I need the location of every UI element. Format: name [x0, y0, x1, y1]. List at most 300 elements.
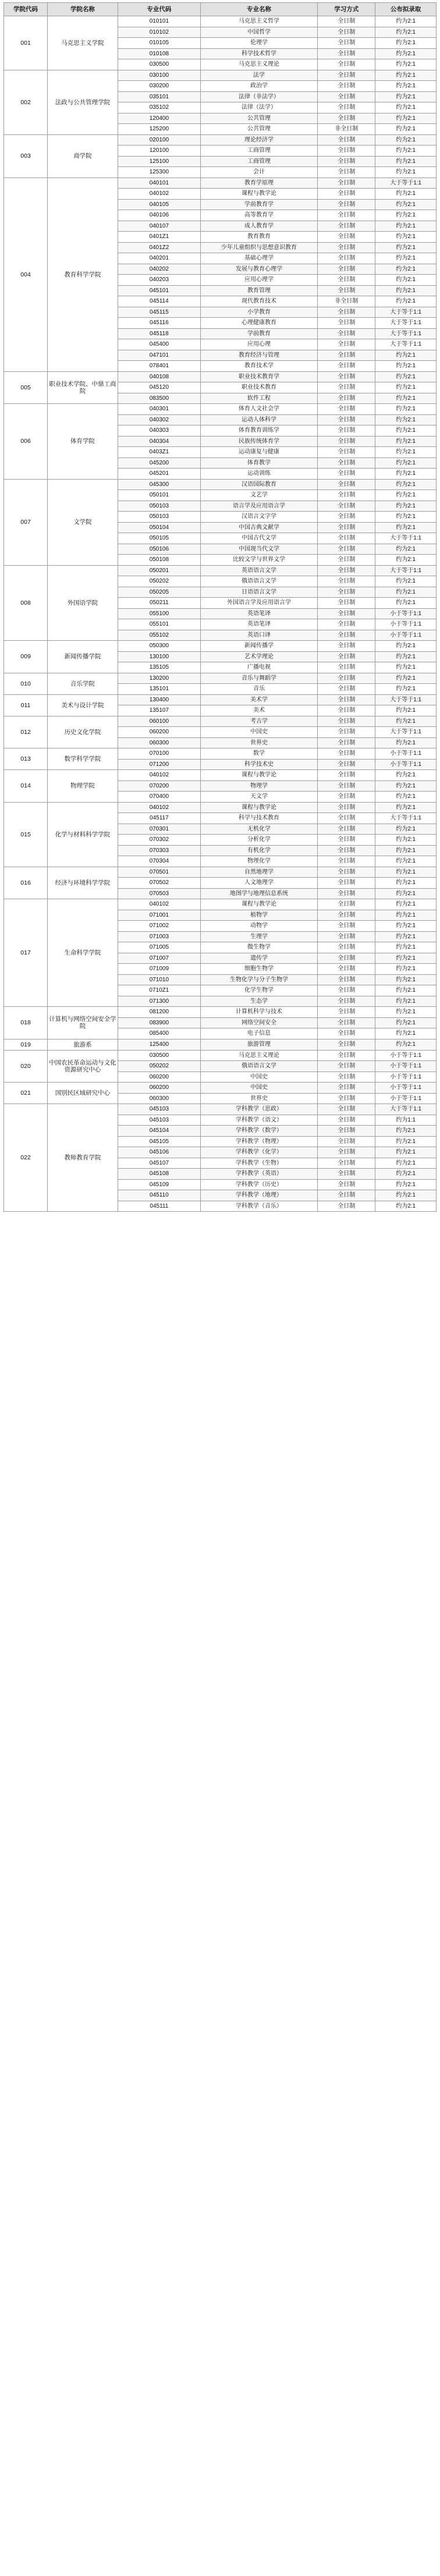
admission-ratio-cell: 大于等于1:1	[375, 307, 437, 318]
college-name-cell: 职业技术学院、中鼎工商院	[48, 371, 118, 404]
major-code-cell: 045114	[118, 296, 200, 307]
major-code-cell: 045103	[118, 1104, 200, 1115]
admission-ratio-cell: 小于等于1:1	[375, 1083, 437, 1094]
study-mode-cell: 全日制	[318, 512, 375, 523]
major-code-cell: 045110	[118, 1190, 200, 1201]
admission-ratio-cell: 约为2:1	[375, 942, 437, 953]
college-code-cell: 013	[4, 748, 48, 770]
admission-ratio-cell: 约为2:1	[375, 296, 437, 307]
major-name-cell: 体育教育训练学	[200, 425, 317, 437]
major-code-cell: 045111	[118, 1201, 200, 1212]
admission-ratio-cell: 约为2:1	[375, 16, 437, 27]
major-code-cell: 071007	[118, 953, 200, 964]
major-name-cell: 学科教学（化学）	[200, 1147, 317, 1158]
study-mode-cell: 全日制	[318, 307, 375, 318]
admission-ratio-cell: 小于等于1:1	[375, 1061, 437, 1072]
major-name-cell: 现代教育技术	[200, 296, 317, 307]
major-code-cell: 060200	[118, 1083, 200, 1094]
major-code-cell: 040303	[118, 425, 200, 437]
major-name-cell: 科学技术哲学	[200, 48, 317, 59]
college-code-cell: 006	[4, 404, 48, 480]
college-code-cell: 018	[4, 1007, 48, 1039]
major-code-cell: 045109	[118, 1179, 200, 1190]
study-mode-cell: 全日制	[318, 113, 375, 124]
major-code-cell: 045108	[118, 1169, 200, 1180]
admission-ratio-cell: 约为2:1	[375, 824, 437, 835]
study-mode-cell: 全日制	[318, 242, 375, 253]
admission-ratio-cell: 约为2:1	[375, 124, 437, 135]
admission-ratio-cell: 约为2:1	[375, 91, 437, 102]
college-code-cell: 003	[4, 134, 48, 178]
study-mode-cell: 全日制	[318, 1179, 375, 1190]
admission-ratio-cell: 约为2:1	[375, 1039, 437, 1050]
major-code-cell: 040202	[118, 264, 200, 275]
major-code-cell: 0403Z1	[118, 447, 200, 458]
table-row	[4, 479, 437, 490]
admission-ratio-cell: 约为2:1	[375, 1126, 437, 1137]
major-code-cell: 070303	[118, 845, 200, 856]
college-name-cell: 教师教育学院	[48, 1104, 118, 1212]
college-name-cell: 数学科学学院	[48, 748, 118, 770]
admission-ratio-cell: 约为2:1	[375, 845, 437, 856]
major-name-cell: 体育教学	[200, 457, 317, 469]
study-mode-cell: 全日制	[318, 996, 375, 1007]
admission-ratio-cell: 约为2:1	[375, 684, 437, 695]
major-code-cell: 040101	[118, 178, 200, 189]
major-name-cell: 软件工程	[200, 393, 317, 404]
major-name-cell: 无机化学	[200, 824, 317, 835]
admission-ratio-cell: 约为2:1	[375, 393, 437, 404]
study-mode-cell: 全日制	[318, 651, 375, 662]
major-name-cell: 广播电视	[200, 662, 317, 673]
study-mode-cell: 全日制	[318, 953, 375, 964]
study-mode-cell: 全日制	[318, 608, 375, 619]
study-mode-cell: 全日制	[318, 59, 375, 70]
major-code-cell: 125300	[118, 167, 200, 178]
major-code-cell: 071200	[118, 759, 200, 770]
study-mode-cell: 全日制	[318, 1126, 375, 1137]
admission-ratio-cell: 大于等于1:1	[375, 1104, 437, 1115]
major-name-cell: 天文学	[200, 792, 317, 803]
study-mode-cell: 全日制	[318, 867, 375, 878]
major-name-cell: 会计	[200, 167, 317, 178]
admission-ratio-cell: 约为2:1	[375, 232, 437, 243]
major-name-cell: 中国古典文献学	[200, 522, 317, 533]
major-name-cell: 文艺学	[200, 490, 317, 501]
major-code-cell: 071003	[118, 931, 200, 942]
admission-ratio-cell: 约为2:1	[375, 447, 437, 458]
admission-ratio-cell: 大于等于1:1	[375, 533, 437, 544]
admission-ratio-cell: 小于等于1:1	[375, 759, 437, 770]
major-code-cell: 040301	[118, 404, 200, 415]
admission-ratio-cell: 约为2:1	[375, 436, 437, 447]
admission-ratio-cell: 大于等于1:1	[375, 813, 437, 824]
admission-ratio-cell: 约为2:1	[375, 856, 437, 867]
major-code-cell: 070503	[118, 888, 200, 899]
college-name-cell: 文学院	[48, 479, 118, 565]
college-code-cell: 011	[4, 694, 48, 716]
major-code-cell: 085400	[118, 1028, 200, 1039]
admission-ratio-cell: 小于等于1:1	[375, 748, 437, 760]
major-code-cell: 045104	[118, 1126, 200, 1137]
major-code-cell: 045116	[118, 318, 200, 329]
study-mode-cell: 全日制	[318, 1201, 375, 1212]
major-code-cell: 070301	[118, 824, 200, 835]
study-mode-cell: 全日制	[318, 479, 375, 490]
admission-ratio-cell: 约为2:1	[375, 867, 437, 878]
major-name-cell: 中国古代文学	[200, 533, 317, 544]
major-code-cell: 081200	[118, 1007, 200, 1018]
major-code-cell: 125100	[118, 156, 200, 167]
major-name-cell: 教育教育	[200, 232, 317, 243]
table-row	[4, 565, 437, 576]
admission-ratio-cell: 约为2:1	[375, 414, 437, 425]
major-name-cell: 艺术学理论	[200, 651, 317, 662]
study-mode-cell: 全日制	[318, 414, 375, 425]
table-row	[4, 1050, 437, 1061]
major-code-cell: 125400	[118, 1039, 200, 1050]
major-code-cell: 135107	[118, 705, 200, 716]
study-mode-cell: 全日制	[318, 102, 375, 113]
admission-ratio-cell: 约为2:1	[375, 501, 437, 512]
column-header-admission-ratio: 公布拟录取	[375, 3, 437, 16]
study-mode-cell: 全日制	[318, 81, 375, 92]
study-mode-cell: 全日制	[318, 91, 375, 102]
table-row	[4, 70, 437, 81]
admission-ratio-cell: 约为2:1	[375, 931, 437, 942]
admission-ratio-cell: 约为2:1	[375, 576, 437, 587]
table-row	[4, 802, 437, 813]
admission-ratio-cell: 小于等于1:1	[375, 1093, 437, 1104]
study-mode-cell: 全日制	[318, 490, 375, 501]
study-mode-cell: 非全日制	[318, 124, 375, 135]
study-mode-cell: 全日制	[318, 921, 375, 932]
table-row	[4, 716, 437, 727]
major-code-cell: 055101	[118, 619, 200, 630]
major-code-cell: 060200	[118, 727, 200, 738]
study-mode-cell: 全日制	[318, 38, 375, 49]
study-mode-cell: 全日制	[318, 275, 375, 286]
admission-ratio-cell: 约为2:1	[375, 910, 437, 921]
admission-ratio-cell: 约为2:1	[375, 598, 437, 609]
major-name-cell: 中国史	[200, 1071, 317, 1083]
major-name-cell: 运动训练	[200, 469, 317, 480]
college-code-cell: 004	[4, 178, 48, 371]
major-code-cell: 045118	[118, 328, 200, 339]
study-mode-cell: 全日制	[318, 662, 375, 673]
major-name-cell: 分析化学	[200, 835, 317, 846]
major-name-cell: 少年儿童组织与思想意识教育	[200, 242, 317, 253]
admission-ratio-cell: 大于等于1:1	[375, 727, 437, 738]
admission-ratio-cell: 约为2:1	[375, 156, 437, 167]
major-name-cell: 发展与教育心理学	[200, 264, 317, 275]
study-mode-cell: 全日制	[318, 350, 375, 361]
study-mode-cell: 全日制	[318, 371, 375, 382]
major-code-cell: 045105	[118, 1136, 200, 1147]
admission-ratio-cell: 约为2:1	[375, 673, 437, 684]
study-mode-cell: 全日制	[318, 48, 375, 59]
major-code-cell: 0401Z2	[118, 242, 200, 253]
admission-ratio-cell: 大于等于1:1	[375, 565, 437, 576]
table-header	[4, 3, 437, 16]
major-code-cell: 045107	[118, 1158, 200, 1169]
college-name-cell: 中国农民革命运动与文化资源研究中心	[48, 1050, 118, 1083]
column-header-study-mode: 学习方式	[318, 3, 375, 16]
admission-ratio-cell: 约为2:1	[375, 490, 437, 501]
study-mode-cell: 全日制	[318, 792, 375, 803]
admission-ratio-cell: 大于等于1:1	[375, 328, 437, 339]
study-mode-cell: 全日制	[318, 436, 375, 447]
major-code-cell: 120100	[118, 146, 200, 157]
major-name-cell: 理论经济学	[200, 134, 317, 146]
major-name-cell: 英语笔译	[200, 608, 317, 619]
admission-ratio-cell: 小于等于1:1	[375, 1050, 437, 1061]
study-mode-cell: 全日制	[318, 748, 375, 760]
major-name-cell: 运动人体科学	[200, 414, 317, 425]
table-row	[4, 694, 437, 705]
major-code-cell: 040102	[118, 899, 200, 910]
admission-ratio-cell: 约为2:1	[375, 27, 437, 38]
admission-ratio-cell: 小于等于1:1	[375, 608, 437, 619]
study-mode-cell: 全日制	[318, 1061, 375, 1072]
major-name-cell: 中国现当代文学	[200, 544, 317, 555]
major-name-cell: 俄语语言文学	[200, 576, 317, 587]
major-name-cell: 新闻传播学	[200, 641, 317, 652]
admission-ratio-cell: 约为2:1	[375, 921, 437, 932]
table-row	[4, 134, 437, 146]
admission-ratio-cell: 约为2:1	[375, 264, 437, 275]
major-name-cell: 生物化学与分子生物学	[200, 974, 317, 985]
major-code-cell: 040302	[118, 414, 200, 425]
college-code-cell: 020	[4, 1050, 48, 1083]
study-mode-cell: 全日制	[318, 382, 375, 393]
table-row	[4, 404, 437, 415]
college-code-cell: 014	[4, 770, 48, 803]
major-name-cell: 语言学及应用语言学	[200, 501, 317, 512]
major-code-cell: 060300	[118, 1093, 200, 1104]
major-code-cell: 135101	[118, 684, 200, 695]
study-mode-cell: 全日制	[318, 134, 375, 146]
college-code-cell: 016	[4, 867, 48, 899]
study-mode-cell: 全日制	[318, 1136, 375, 1147]
college-code-cell: 017	[4, 899, 48, 1007]
study-mode-cell: 全日制	[318, 737, 375, 748]
major-name-cell: 学科教学（历史）	[200, 1179, 317, 1190]
major-code-cell: 125200	[118, 124, 200, 135]
major-name-cell: 马克思主义哲学	[200, 16, 317, 27]
admission-ratio-cell: 约为2:1	[375, 1017, 437, 1028]
major-code-cell: 045201	[118, 469, 200, 480]
major-name-cell: 考古学	[200, 716, 317, 727]
study-mode-cell: 全日制	[318, 393, 375, 404]
study-mode-cell: 全日制	[318, 1028, 375, 1039]
major-code-cell: 070302	[118, 835, 200, 846]
admission-ratio-cell: 约为2:1	[375, 285, 437, 296]
major-name-cell: 微生物学	[200, 942, 317, 953]
major-code-cell: 070304	[118, 856, 200, 867]
major-code-cell: 050202	[118, 576, 200, 587]
major-code-cell: 045200	[118, 457, 200, 469]
major-name-cell: 旅游管理	[200, 1039, 317, 1050]
major-name-cell: 物理学	[200, 780, 317, 792]
column-header-college-name: 学院名称	[48, 3, 118, 16]
study-mode-cell: 全日制	[318, 1104, 375, 1115]
table-row	[4, 770, 437, 781]
major-code-cell: 071300	[118, 996, 200, 1007]
college-name-cell: 国别民区域研究中心	[48, 1083, 118, 1104]
enrollment-table	[3, 2, 437, 1212]
major-name-cell: 美术学	[200, 694, 317, 705]
admission-ratio-cell: 大于等于1:1	[375, 318, 437, 329]
major-code-cell: 045101	[118, 285, 200, 296]
college-code-cell: 019	[4, 1039, 48, 1050]
study-mode-cell: 全日制	[318, 522, 375, 533]
admission-ratio-cell: 约为1:1	[375, 1115, 437, 1126]
admission-ratio-cell: 约为2:1	[375, 81, 437, 92]
major-code-cell: 030100	[118, 70, 200, 81]
admission-ratio-cell: 约为2:1	[375, 587, 437, 598]
admission-ratio-cell: 约为2:1	[375, 996, 437, 1007]
table-row	[4, 1104, 437, 1115]
study-mode-cell: 全日制	[318, 780, 375, 792]
study-mode-cell: 全日制	[318, 425, 375, 437]
major-code-cell: 050101	[118, 490, 200, 501]
admission-ratio-cell: 约为2:1	[375, 716, 437, 727]
study-mode-cell: 全日制	[318, 501, 375, 512]
college-code-cell: 021	[4, 1083, 48, 1104]
major-code-cell: 071009	[118, 964, 200, 975]
admission-ratio-cell: 约为2:1	[375, 780, 437, 792]
major-name-cell: 中国史	[200, 727, 317, 738]
major-code-cell: 050300	[118, 641, 200, 652]
college-code-cell: 005	[4, 371, 48, 404]
major-name-cell: 学科教学（物理）	[200, 1136, 317, 1147]
major-code-cell: 045400	[118, 339, 200, 350]
major-name-cell: 外国语言学及应用语言学	[200, 598, 317, 609]
college-name-cell: 生命科学学院	[48, 899, 118, 1007]
study-mode-cell: 全日制	[318, 856, 375, 867]
admission-ratio-cell: 约为2:1	[375, 641, 437, 652]
admission-ratio-cell: 约为2:1	[375, 479, 437, 490]
study-mode-cell: 全日制	[318, 189, 375, 200]
major-name-cell: 音乐与舞蹈学	[200, 673, 317, 684]
admission-ratio-cell: 大于等于1:1	[375, 339, 437, 350]
study-mode-cell: 全日制	[318, 1083, 375, 1094]
study-mode-cell: 全日制	[318, 716, 375, 727]
major-code-cell: 083900	[118, 1017, 200, 1028]
major-code-cell: 130400	[118, 694, 200, 705]
major-code-cell: 0401Z1	[118, 232, 200, 243]
major-code-cell: 055100	[118, 608, 200, 619]
major-code-cell: 135105	[118, 662, 200, 673]
admission-ratio-cell: 约为2:1	[375, 457, 437, 469]
study-mode-cell: 全日制	[318, 802, 375, 813]
study-mode-cell: 全日制	[318, 1093, 375, 1104]
admission-ratio-cell: 约为2:1	[375, 888, 437, 899]
major-name-cell: 比较文学与世界文学	[200, 555, 317, 566]
admission-ratio-cell: 约为2:1	[375, 275, 437, 286]
major-name-cell: 心理健康教育	[200, 318, 317, 329]
college-name-cell: 旅游系	[48, 1039, 118, 1050]
table-row	[4, 16, 437, 27]
admission-ratio-cell: 约为2:1	[375, 802, 437, 813]
study-mode-cell: 全日制	[318, 533, 375, 544]
study-mode-cell: 全日制	[318, 70, 375, 81]
study-mode-cell: 全日制	[318, 1147, 375, 1158]
table-row	[4, 867, 437, 878]
admission-ratio-cell: 约为2:1	[375, 1028, 437, 1039]
admission-ratio-cell: 约为2:1	[375, 974, 437, 985]
study-mode-cell: 全日制	[318, 1169, 375, 1180]
admission-ratio-cell: 约为2:1	[375, 1147, 437, 1158]
major-code-cell: 070200	[118, 780, 200, 792]
admission-ratio-cell: 约为2:1	[375, 361, 437, 372]
major-name-cell: 学科教学（生物）	[200, 1158, 317, 1169]
admission-ratio-cell: 约为2:1	[375, 835, 437, 846]
study-mode-cell: 全日制	[318, 146, 375, 157]
study-mode-cell: 全日制	[318, 328, 375, 339]
major-name-cell: 民族传统体育学	[200, 436, 317, 447]
major-name-cell: 教育经济与管理	[200, 350, 317, 361]
major-code-cell: 130100	[118, 651, 200, 662]
admission-ratio-cell: 约为2:1	[375, 48, 437, 59]
major-name-cell: 马克思主义理论	[200, 1050, 317, 1061]
major-name-cell: 法学	[200, 70, 317, 81]
study-mode-cell: 全日制	[318, 447, 375, 458]
study-mode-cell: 全日制	[318, 619, 375, 630]
major-code-cell: 060100	[118, 716, 200, 727]
study-mode-cell: 全日制	[318, 824, 375, 835]
major-name-cell: 公共管理	[200, 113, 317, 124]
major-name-cell: 学科教学（英语）	[200, 1169, 317, 1180]
major-code-cell: 050106	[118, 544, 200, 555]
major-name-cell: 汉语言文字学	[200, 512, 317, 523]
major-name-cell: 职业技术教育	[200, 382, 317, 393]
study-mode-cell: 全日制	[318, 630, 375, 641]
study-mode-cell: 全日制	[318, 598, 375, 609]
admission-ratio-cell: 约为2:1	[375, 512, 437, 523]
college-name-cell: 新闻传播学院	[48, 641, 118, 673]
study-mode-cell: 全日制	[318, 705, 375, 716]
major-code-cell: 071001	[118, 910, 200, 921]
major-code-cell: 047101	[118, 350, 200, 361]
major-name-cell: 公共管理	[200, 124, 317, 135]
major-name-cell: 人文地理学	[200, 878, 317, 889]
admission-ratio-cell: 约为2:1	[375, 544, 437, 555]
major-name-cell: 成人教育学	[200, 221, 317, 232]
major-name-cell: 课程与教学论	[200, 802, 317, 813]
major-name-cell: 教育技术学	[200, 361, 317, 372]
table-row	[4, 1083, 437, 1094]
major-code-cell: 050201	[118, 565, 200, 576]
table-row	[4, 178, 437, 189]
major-code-cell: 070502	[118, 878, 200, 889]
study-mode-cell: 全日制	[318, 339, 375, 350]
admission-ratio-cell: 小于等于1:1	[375, 630, 437, 641]
major-code-cell: 045106	[118, 1147, 200, 1158]
admission-ratio-cell: 约为2:1	[375, 878, 437, 889]
table-row	[4, 371, 437, 382]
admission-ratio-cell: 约为2:1	[375, 371, 437, 382]
admission-ratio-cell: 约为2:1	[375, 899, 437, 910]
college-name-cell: 教育科学学院	[48, 178, 118, 371]
major-name-cell: 电子信息	[200, 1028, 317, 1039]
admission-ratio-cell: 约为2:1	[375, 555, 437, 566]
major-code-cell: 030500	[118, 59, 200, 70]
admission-ratio-cell: 约为2:1	[375, 350, 437, 361]
major-code-cell: 030200	[118, 81, 200, 92]
admission-ratio-cell: 约为2:1	[375, 242, 437, 253]
